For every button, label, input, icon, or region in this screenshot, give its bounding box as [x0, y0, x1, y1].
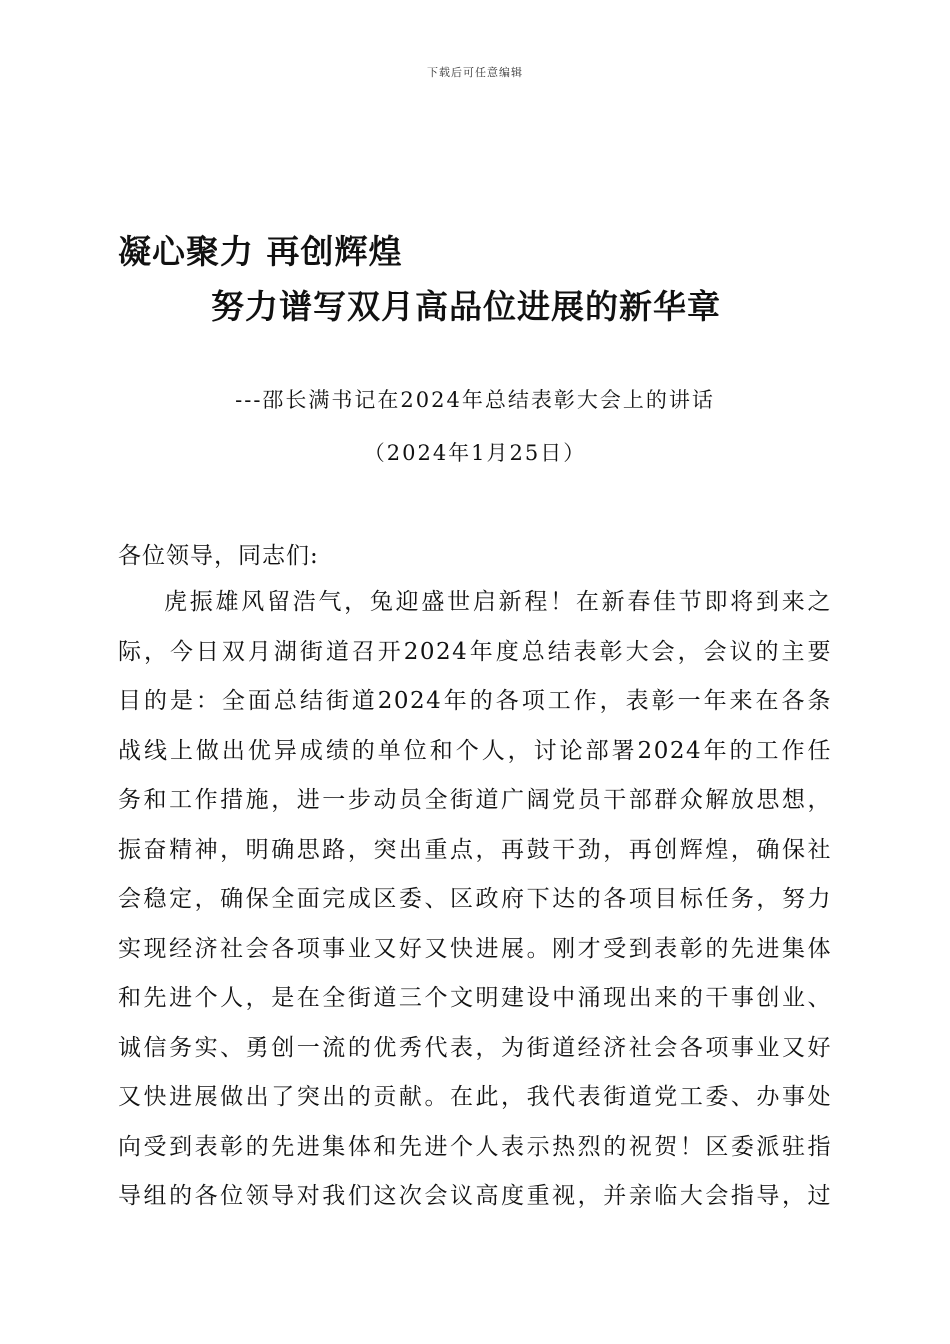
body-line: 和先进个人，是在全街道三个文明建设中涌现出来的干事创业、	[118, 985, 832, 1011]
body-line: 目的是：全面总结街道2024年的各项工作，表彰一年来在各条	[118, 688, 832, 714]
body-line: 又快进展做出了突出的贡献。在此，我代表街道党工委、办事处	[118, 1084, 832, 1110]
body-line: 实现经济社会各项事业又好又快进展。刚才受到表彰的先进集体	[118, 935, 832, 962]
salutation: 各位领导，同志们:	[118, 543, 319, 569]
body-line: 向受到表彰的先进集体和先进个人表示热烈的祝贺！区委派驻指	[118, 1133, 832, 1160]
body-line: 会稳定，确保全面完成区委、区政府下达的各项目标任务，努力	[118, 886, 832, 912]
body-line: 战线上做出优异成绩的单位和个人，讨论部署2024年的工作任	[118, 737, 832, 764]
body-line: 虎振雄风留浩气，兔迎盛世启新程！在新春佳节即将到来之	[164, 589, 832, 615]
body-paragraph	[118, 578, 832, 1222]
body-line: 务和工作措施，进一步动员全街道广阔党员干部群众解放思想，	[118, 787, 832, 813]
header-note: 下载后可任意编辑	[427, 66, 523, 79]
speech-subtitle: ---邵长满书记在2024年总结表彰大会上的讲话	[235, 388, 715, 412]
body-line: 诚信务实、勇创一流的优秀代表，为街道经济社会各项事业又好	[118, 1034, 832, 1061]
title-line-1: 凝心聚力 再创辉煌	[118, 232, 403, 271]
speech-date: （2024年1月25日）	[363, 441, 587, 465]
body-line: 际，今日双月湖街道召开2024年度总结表彰大会，会议的主要	[118, 638, 832, 665]
body-line: 导组的各位领导对我们这次会议高度重视，并亲临大会指导，过	[118, 1183, 832, 1209]
title-line-2: 努力谱写双月高品位进展的新华章	[211, 287, 721, 326]
body-line: 振奋精神，明确思路，突出重点，再鼓干劲，再创辉煌，确保社	[118, 836, 832, 863]
